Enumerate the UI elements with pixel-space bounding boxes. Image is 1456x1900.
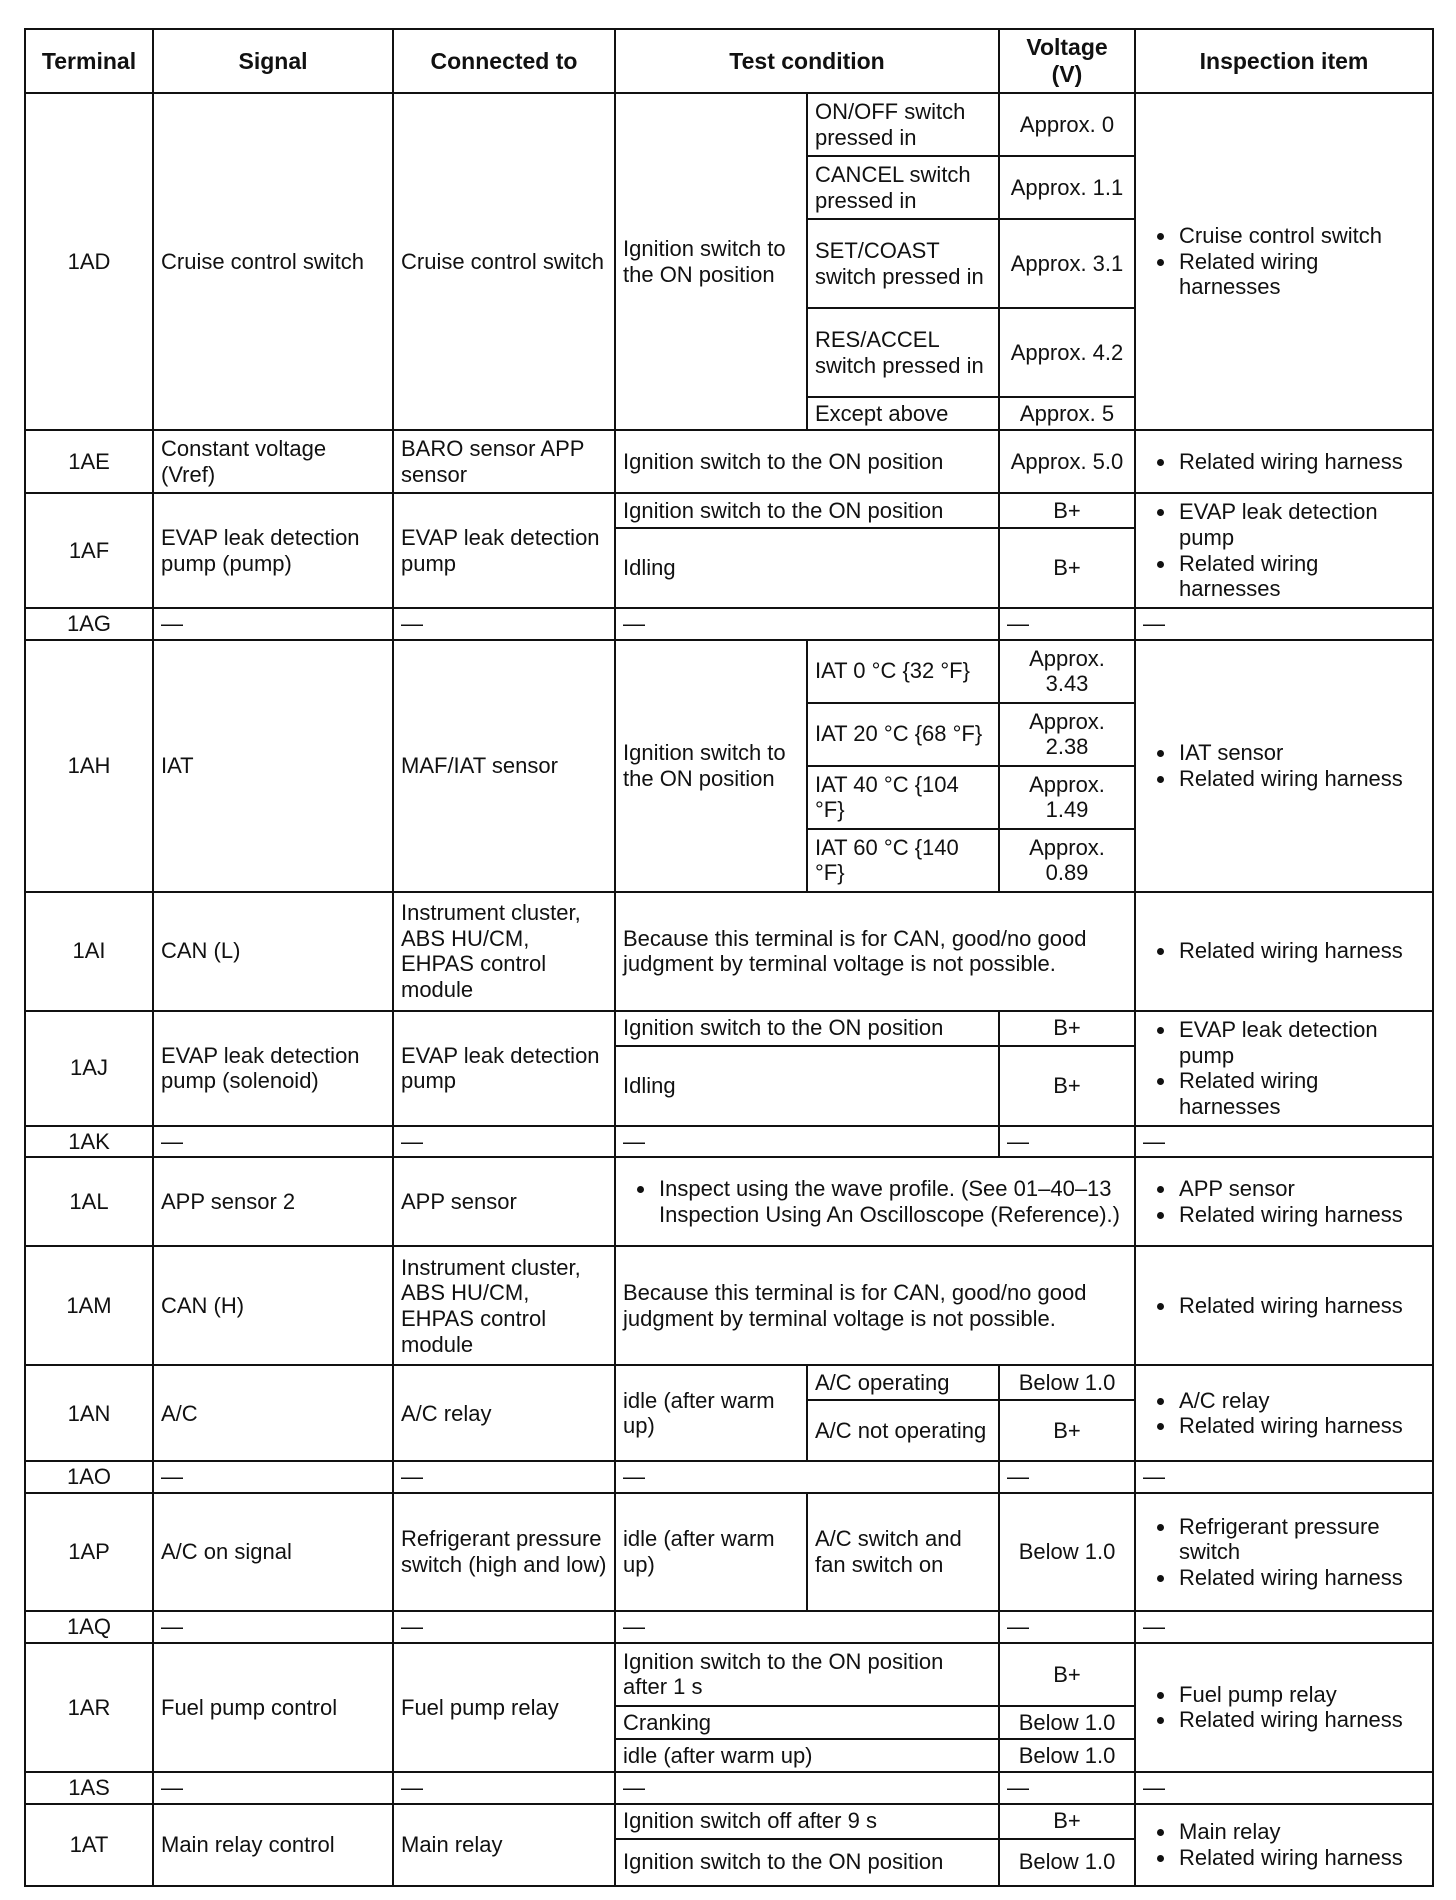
signal-cell: — bbox=[153, 1611, 393, 1643]
header-signal: Signal bbox=[153, 29, 393, 93]
connected-to-cell: EVAP leak detection pump bbox=[393, 493, 615, 608]
test-condition-cell: Because this terminal is for CAN, good/no good judgment by terminal voltage is not possible. bbox=[615, 1246, 1135, 1365]
signal-cell: Cruise control switch bbox=[153, 93, 393, 430]
voltage-cell: Approx. 2.38 bbox=[999, 703, 1135, 766]
inspection-item: • Related wiring harness bbox=[1177, 1845, 1425, 1871]
inspection-cell bbox=[1135, 1246, 1433, 1365]
inspection-cell: — bbox=[1135, 1772, 1433, 1804]
inspection-item: • Related wiring harnesses bbox=[1177, 249, 1425, 300]
terminal-cell: 1AG bbox=[25, 608, 153, 640]
inspection-item: • Refrigerant pressure switch bbox=[1177, 1514, 1425, 1565]
voltage-cell: Approx. 1.49 bbox=[999, 766, 1135, 829]
test-condition-cell: Ignition switch to the ON position bbox=[615, 1839, 999, 1886]
header-inspection-item: Inspection item bbox=[1135, 29, 1433, 93]
test-condition-cell: Ignition switch to the ON position bbox=[615, 1011, 999, 1046]
sub-condition-cell: Except above bbox=[807, 397, 999, 430]
voltage-cell: Approx. 0.89 bbox=[999, 829, 1135, 892]
connected-to-cell: — bbox=[393, 1611, 615, 1643]
test-condition-cell: Idling bbox=[615, 528, 999, 608]
sub-condition-cell: A/C operating bbox=[807, 1365, 999, 1400]
test-condition-cell: — bbox=[615, 1126, 999, 1158]
header-connected-to: Connected to bbox=[393, 29, 615, 93]
signal-cell: IAT bbox=[153, 640, 393, 892]
sub-condition-cell: IAT 60 °C {140 °F} bbox=[807, 829, 999, 892]
table-row bbox=[25, 640, 1433, 703]
inspection-item: • Fuel pump relay bbox=[1177, 1682, 1425, 1708]
test-condition-cell: Idling bbox=[615, 1046, 999, 1126]
inspection-item: • Cruise control switch bbox=[1177, 223, 1425, 249]
terminal-cell: 1AF bbox=[25, 493, 153, 608]
signal-cell: APP sensor 2 bbox=[153, 1157, 393, 1246]
connected-to-cell: APP sensor bbox=[393, 1157, 615, 1246]
terminal-cell: 1AO bbox=[25, 1461, 153, 1493]
table-row bbox=[25, 1365, 1433, 1400]
inspection-item: • IAT sensor bbox=[1177, 740, 1425, 766]
voltage-cell: B+ bbox=[999, 1046, 1135, 1126]
connected-to-cell: — bbox=[393, 608, 615, 640]
test-condition-cell: idle (after warm up) bbox=[615, 1365, 807, 1461]
table-row bbox=[25, 493, 1433, 528]
connected-to-cell: Cruise control switch bbox=[393, 93, 615, 430]
table-row bbox=[25, 1643, 1433, 1706]
inspection-cell bbox=[1135, 1365, 1433, 1461]
sub-condition-cell: RES/ACCEL switch pressed in bbox=[807, 308, 999, 397]
inspection-item: • Related wiring harness bbox=[1177, 938, 1425, 964]
voltage-cell: Approx. 3.43 bbox=[999, 640, 1135, 703]
voltage-cell: B+ bbox=[999, 1011, 1135, 1046]
connected-to-cell: Fuel pump relay bbox=[393, 1643, 615, 1772]
inspection-item: • Related wiring harnesses bbox=[1177, 551, 1425, 602]
test-condition-cell: — bbox=[615, 1461, 999, 1493]
connected-to-cell: EVAP leak detection pump bbox=[393, 1011, 615, 1126]
voltage-cell: B+ bbox=[999, 1804, 1135, 1839]
terminal-cell: 1AL bbox=[25, 1157, 153, 1246]
connected-to-cell: MAF/IAT sensor bbox=[393, 640, 615, 892]
test-condition-cell: Ignition switch to the ON position after 1 s bbox=[615, 1643, 999, 1706]
inspection-item: • Related wiring harness bbox=[1177, 1565, 1425, 1591]
test-condition-cell: idle (after warm up) bbox=[615, 1493, 807, 1611]
inspection-cell: — bbox=[1135, 1126, 1433, 1158]
test-condition-cell: Ignition switch to the ON position bbox=[615, 93, 807, 430]
signal-cell: A/C on signal bbox=[153, 1493, 393, 1611]
voltage-cell: — bbox=[999, 1461, 1135, 1493]
connected-to-cell: BARO sensor APP sensor bbox=[393, 430, 615, 493]
voltage-cell: B+ bbox=[999, 1643, 1135, 1706]
table-row bbox=[25, 1157, 1433, 1246]
table-row bbox=[25, 1493, 1433, 1611]
inspection-item: • Related wiring harness bbox=[1177, 449, 1425, 475]
inspection-item: • EVAP leak detection pump bbox=[1177, 499, 1425, 550]
sub-condition-cell: IAT 0 °C {32 °F} bbox=[807, 640, 999, 703]
inspection-item: • APP sensor bbox=[1177, 1176, 1425, 1202]
sub-condition-cell: A/C not operating bbox=[807, 1400, 999, 1461]
table-row bbox=[25, 608, 1433, 640]
terminal-cell: 1AM bbox=[25, 1246, 153, 1365]
signal-cell: — bbox=[153, 1126, 393, 1158]
table-row bbox=[25, 430, 1433, 493]
inspection-item: • Related wiring harness bbox=[1177, 1413, 1425, 1439]
voltage-cell: Approx. 0 bbox=[999, 93, 1135, 156]
sub-condition-cell: IAT 40 °C {104 °F} bbox=[807, 766, 999, 829]
test-condition-cell: — bbox=[615, 1611, 999, 1643]
inspection-cell bbox=[1135, 1804, 1433, 1886]
voltage-cell: — bbox=[999, 1126, 1135, 1158]
table-row bbox=[25, 1126, 1433, 1158]
terminal-cell: 1AK bbox=[25, 1126, 153, 1158]
test-condition-cell: idle (after warm up) bbox=[615, 1739, 999, 1772]
header-voltage-unit: (V) bbox=[1051, 61, 1083, 87]
inspection-item: • Related wiring harness bbox=[1177, 1707, 1425, 1733]
inspection-item: • A/C relay bbox=[1177, 1388, 1425, 1414]
inspection-item: • Related wiring harness bbox=[1177, 1293, 1425, 1319]
test-condition-cell: Ignition switch to the ON position bbox=[615, 493, 999, 528]
connected-to-cell: — bbox=[393, 1772, 615, 1804]
inspection-cell bbox=[1135, 493, 1433, 608]
table-row bbox=[25, 1461, 1433, 1493]
header-test-condition: Test condition bbox=[615, 29, 999, 93]
connected-to-cell: — bbox=[393, 1126, 615, 1158]
test-condition-cell: Ignition switch to the ON position bbox=[615, 430, 999, 493]
header-voltage-label: Voltage bbox=[1026, 34, 1108, 61]
test-condition-cell bbox=[615, 1157, 1135, 1246]
inspection-cell: — bbox=[1135, 1611, 1433, 1643]
voltage-cell: Below 1.0 bbox=[999, 1706, 1135, 1739]
test-condition-cell: — bbox=[615, 1772, 999, 1804]
header-voltage bbox=[999, 29, 1135, 93]
connected-to-cell: Refrigerant pressure switch (high and low) bbox=[393, 1493, 615, 1611]
signal-cell: CAN (L) bbox=[153, 892, 393, 1011]
sub-condition-cell: SET/COAST switch pressed in bbox=[807, 219, 999, 308]
terminal-cell: 1AJ bbox=[25, 1011, 153, 1126]
signal-cell: EVAP leak detection pump (solenoid) bbox=[153, 1011, 393, 1126]
connected-to-cell: Main relay bbox=[393, 1804, 615, 1886]
table-row bbox=[25, 1246, 1433, 1365]
voltage-cell: B+ bbox=[999, 528, 1135, 608]
terminal-cell: 1AN bbox=[25, 1365, 153, 1461]
header-row bbox=[25, 29, 1433, 93]
condition-item: • Inspect using the wave profile. (See 01–40–13 Inspection Using An Oscilloscope (Reference).) bbox=[657, 1176, 1127, 1227]
connected-to-cell: Instrument cluster, ABS HU/CM, EHPAS control module bbox=[393, 1246, 615, 1365]
voltage-cell: — bbox=[999, 1611, 1135, 1643]
table-row bbox=[25, 892, 1433, 1011]
voltage-cell: Approx. 1.1 bbox=[999, 156, 1135, 219]
signal-cell: A/C bbox=[153, 1365, 393, 1461]
connected-to-cell: Instrument cluster, ABS HU/CM, EHPAS control module bbox=[393, 892, 615, 1011]
inspection-cell bbox=[1135, 1643, 1433, 1772]
inspection-cell: — bbox=[1135, 1461, 1433, 1493]
inspection-item: • Related wiring harnesses bbox=[1177, 1068, 1425, 1119]
signal-cell: — bbox=[153, 1772, 393, 1804]
terminal-cell: 1AP bbox=[25, 1493, 153, 1611]
terminal-voltage-table bbox=[24, 28, 1434, 1887]
signal-cell: Fuel pump control bbox=[153, 1643, 393, 1772]
test-condition-cell: Because this terminal is for CAN, good/no good judgment by terminal voltage is not possible. bbox=[615, 892, 1135, 1011]
test-condition-cell: — bbox=[615, 608, 999, 640]
sub-condition-cell: IAT 20 °C {68 °F} bbox=[807, 703, 999, 766]
voltage-cell: Approx. 3.1 bbox=[999, 219, 1135, 308]
sub-condition-cell: A/C switch and fan switch on bbox=[807, 1493, 999, 1611]
signal-cell: — bbox=[153, 1461, 393, 1493]
header-terminal: Terminal bbox=[25, 29, 153, 93]
terminal-cell: 1AQ bbox=[25, 1611, 153, 1643]
terminal-cell: 1AR bbox=[25, 1643, 153, 1772]
inspection-item: • Main relay bbox=[1177, 1819, 1425, 1845]
inspection-cell bbox=[1135, 640, 1433, 892]
terminal-cell: 1AI bbox=[25, 892, 153, 1011]
voltage-cell: Below 1.0 bbox=[999, 1839, 1135, 1886]
terminal-cell: 1AE bbox=[25, 430, 153, 493]
table-row bbox=[25, 93, 1433, 156]
inspection-item: • Related wiring harness bbox=[1177, 766, 1425, 792]
inspection-cell bbox=[1135, 892, 1433, 1011]
sub-condition-cell: ON/OFF switch pressed in bbox=[807, 93, 999, 156]
voltage-cell: B+ bbox=[999, 1400, 1135, 1461]
signal-cell: Main relay control bbox=[153, 1804, 393, 1886]
table-row bbox=[25, 1804, 1433, 1839]
terminal-cell: 1AD bbox=[25, 93, 153, 430]
signal-cell: EVAP leak detection pump (pump) bbox=[153, 493, 393, 608]
inspection-item: • Related wiring harness bbox=[1177, 1202, 1425, 1228]
inspection-cell: — bbox=[1135, 608, 1433, 640]
connected-to-cell: — bbox=[393, 1461, 615, 1493]
inspection-cell bbox=[1135, 430, 1433, 493]
signal-cell: CAN (H) bbox=[153, 1246, 393, 1365]
table-row bbox=[25, 1011, 1433, 1046]
test-condition-cell: Ignition switch off after 9 s bbox=[615, 1804, 999, 1839]
table-row bbox=[25, 1772, 1433, 1804]
voltage-cell: Below 1.0 bbox=[999, 1739, 1135, 1772]
inspection-cell bbox=[1135, 1011, 1433, 1126]
signal-cell: Constant voltage (Vref) bbox=[153, 430, 393, 493]
connected-to-cell: A/C relay bbox=[393, 1365, 615, 1461]
voltage-cell: — bbox=[999, 608, 1135, 640]
terminal-cell: 1AS bbox=[25, 1772, 153, 1804]
test-condition-cell: Cranking bbox=[615, 1706, 999, 1739]
terminal-cell: 1AT bbox=[25, 1804, 153, 1886]
voltage-cell: B+ bbox=[999, 493, 1135, 528]
signal-cell: — bbox=[153, 608, 393, 640]
test-condition-cell: Ignition switch to the ON position bbox=[615, 640, 807, 892]
inspection-cell bbox=[1135, 1157, 1433, 1246]
terminal-cell: 1AH bbox=[25, 640, 153, 892]
voltage-cell: Below 1.0 bbox=[999, 1365, 1135, 1400]
table-row bbox=[25, 1611, 1433, 1643]
voltage-cell: Approx. 5 bbox=[999, 397, 1135, 430]
inspection-cell bbox=[1135, 93, 1433, 430]
inspection-cell bbox=[1135, 1493, 1433, 1611]
voltage-cell: Approx. 5.0 bbox=[999, 430, 1135, 493]
voltage-cell: Approx. 4.2 bbox=[999, 308, 1135, 397]
voltage-cell: Below 1.0 bbox=[999, 1493, 1135, 1611]
inspection-item: • EVAP leak detection pump bbox=[1177, 1017, 1425, 1068]
voltage-cell: — bbox=[999, 1772, 1135, 1804]
sub-condition-cell: CANCEL switch pressed in bbox=[807, 156, 999, 219]
